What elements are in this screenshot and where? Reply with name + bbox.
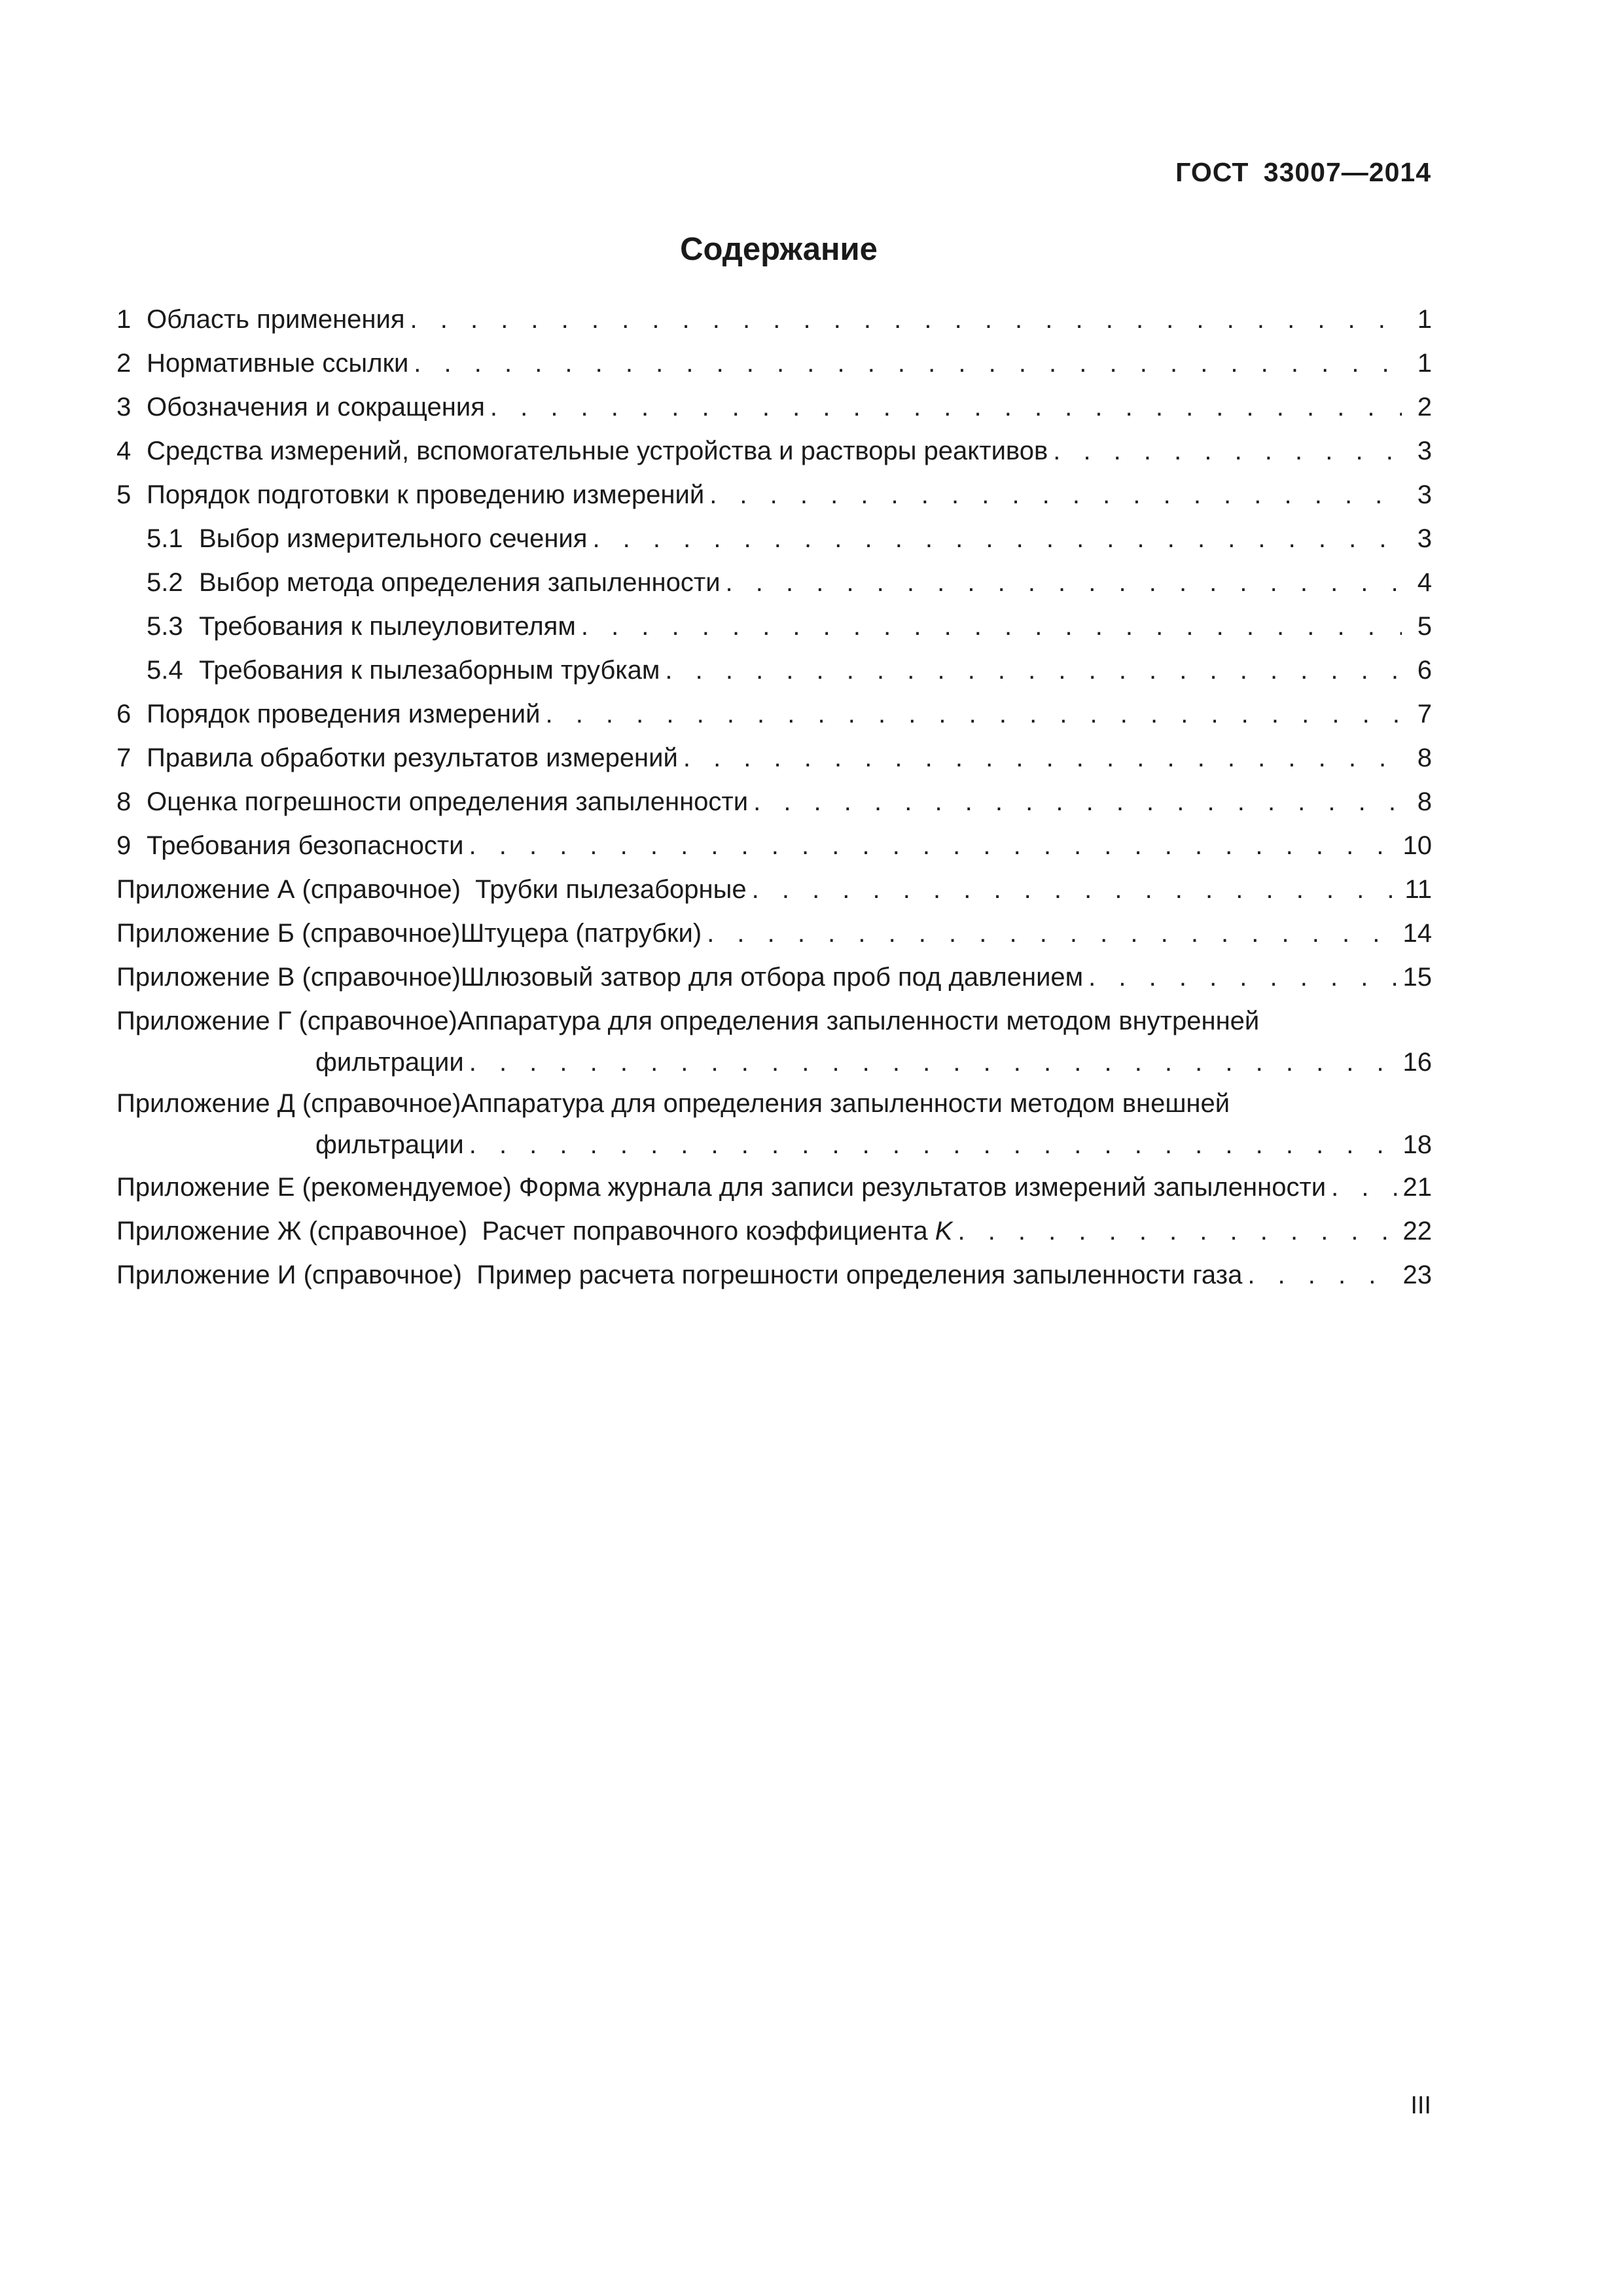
toc-entry-label: Оценка погрешности определения запыленности: [147, 787, 749, 816]
leader-dots: [1088, 956, 1399, 999]
toc-entry-6[interactable]: [116, 692, 1432, 736]
toc-entry-page: 15: [1402, 963, 1432, 992]
leader-dots: [957, 1210, 1399, 1253]
leader-dots: [1331, 1166, 1399, 1210]
toc-annex-label-line2-row: [116, 1042, 1432, 1083]
leader-dots: [1247, 1253, 1399, 1297]
toc-entry-label: Нормативные ссылки: [147, 349, 409, 378]
toc-entry-page: 1: [1417, 305, 1432, 334]
toc-entry-label: Требования безопасности: [147, 831, 464, 860]
toc-entry-page: 23: [1402, 1261, 1432, 1289]
toc-entry-5-4[interactable]: [116, 649, 1432, 692]
leader-dots: [707, 912, 1399, 956]
toc-entry-number: 3: [116, 393, 132, 422]
toc-annex-v[interactable]: [116, 956, 1432, 999]
toc-annex-label: [116, 1210, 952, 1253]
toc-entry-9[interactable]: [116, 824, 1432, 868]
leader-dots: [490, 386, 1402, 429]
toc-annex-label-line1: Приложение Д (справочное)Аппаратура для определения запыленности методом внешней: [116, 1089, 1230, 1118]
toc-annex-label-line1: Приложение Г (справочное)Аппаратура для определения запыленности методом внутренней: [116, 1007, 1260, 1035]
leader-dots: [469, 1124, 1399, 1166]
toc-entry-label: Порядок подготовки к проведению измерений: [147, 480, 705, 509]
toc-entry-page: 16: [1402, 1048, 1432, 1077]
toc-entry-page: 22: [1402, 1217, 1432, 1246]
leader-dots: [752, 868, 1401, 912]
toc-entry-number: 5.4: [147, 656, 183, 685]
toc-entry-label: Правила обработки результатов измерений: [147, 744, 678, 772]
toc-entry-page: 1: [1417, 349, 1432, 378]
leader-dots: [726, 561, 1402, 605]
toc-annex-b[interactable]: [116, 912, 1432, 956]
toc-entry-page: 7: [1417, 700, 1432, 728]
toc-annex-a[interactable]: [116, 868, 1432, 912]
toc-annex-e[interactable]: [116, 1166, 1432, 1210]
leader-dots: [1053, 429, 1402, 473]
toc-annex-label: Приложение Б (справочное)Штуцера (патрубки): [116, 919, 702, 948]
toc-annex-label-text: Приложение Ж (справочное) Расчет поправочного коэффициента: [116, 1217, 935, 1246]
toc-entry-3[interactable]: [116, 386, 1432, 429]
page-number: III: [1410, 2092, 1431, 2119]
toc-annex-label: Приложение А (справочное) Трубки пылезаборные: [116, 875, 747, 904]
toc-entry-page: 11: [1404, 875, 1432, 904]
toc-entry-page: 4: [1417, 568, 1432, 597]
leader-dots: [410, 298, 1402, 342]
leader-dots: [469, 824, 1399, 868]
toc-entry-page: 21: [1402, 1173, 1432, 1202]
toc-annex-label-line2: фильтрации: [315, 1048, 464, 1077]
toc-annex-zh[interactable]: [116, 1210, 1432, 1253]
table-of-contents: [116, 298, 1432, 1297]
toc-entry-number: 7: [116, 744, 132, 772]
toc-entry-page: 3: [1417, 480, 1432, 509]
toc-entry-page: 6: [1417, 656, 1432, 685]
toc-annex-label: Приложение В (справочное)Шлюзовый затвор для отбора проб под давлением: [116, 963, 1084, 992]
toc-annex-label-line2-row: [116, 1124, 1432, 1166]
toc-entry-4[interactable]: [116, 429, 1432, 473]
leader-dots: [469, 1042, 1399, 1083]
toc-entry-number: 9: [116, 831, 132, 860]
toc-annex-g[interactable]: [116, 1001, 1432, 1083]
toc-entry-number: 2: [116, 349, 132, 378]
toc-annex-d[interactable]: [116, 1083, 1432, 1166]
toc-entry-2[interactable]: [116, 342, 1432, 386]
toc-entry-label: Порядок проведения измерений: [147, 700, 541, 728]
toc-annex-label: Приложение Е (рекомендуемое) Форма журнала для записи результатов измерений запыленности: [116, 1173, 1327, 1202]
leader-dots: [545, 692, 1402, 736]
toc-entry-5[interactable]: [116, 473, 1432, 517]
toc-entry-page: 10: [1402, 831, 1432, 860]
toc-title: Содержание: [680, 232, 878, 267]
toc-entry-page: 3: [1417, 437, 1432, 465]
toc-annex-label: Приложение И (справочное) Пример расчета погрешности определения запыленности газа: [116, 1261, 1243, 1289]
toc-entry-number: 8: [116, 787, 132, 816]
leader-dots: [592, 517, 1402, 561]
toc-entry-page: 5: [1417, 612, 1432, 641]
toc-entry-label: Требования к пылеуловителям: [199, 612, 576, 641]
toc-entry-label: Требования к пылезаборным трубкам: [199, 656, 660, 685]
toc-annex-i[interactable]: [116, 1253, 1432, 1297]
toc-entry-number: 5.1: [147, 524, 183, 553]
toc-entry-number: 4: [116, 437, 132, 465]
toc-entry-number: 5.3: [147, 612, 183, 641]
toc-entry-page: 14: [1402, 919, 1432, 948]
toc-entry-label: Выбор измерительного сечения: [199, 524, 588, 553]
toc-entry-label: Область применения: [147, 305, 405, 334]
toc-entry-5-1[interactable]: [116, 517, 1432, 561]
toc-entry-label: Выбор метода определения запыленности: [199, 568, 721, 597]
toc-annex-label-line2: фильтрации: [315, 1130, 464, 1159]
toc-entry-label: Обозначения и сокращения: [147, 393, 485, 422]
leader-dots: [753, 780, 1402, 824]
leader-dots: [665, 649, 1402, 692]
toc-entry-number: 5.2: [147, 568, 183, 597]
document-code: ГОСТ 33007—2014: [1175, 157, 1431, 187]
toc-entry-page: 8: [1417, 787, 1432, 816]
toc-entry-5-3[interactable]: [116, 605, 1432, 649]
leader-dots: [683, 736, 1402, 780]
leader-dots: [581, 605, 1402, 649]
toc-entry-page: 18: [1402, 1130, 1432, 1159]
toc-entry-8[interactable]: [116, 780, 1432, 824]
toc-entry-7[interactable]: [116, 736, 1432, 780]
toc-entry-page: 3: [1417, 524, 1432, 553]
toc-entry-number: 5: [116, 480, 132, 509]
toc-entry-label: Средства измерений, вспомогательные устройства и растворы реактивов: [147, 437, 1048, 465]
toc-entry-number: 6: [116, 700, 132, 728]
toc-entry-page: 8: [1417, 744, 1432, 772]
coefficient-symbol: K: [935, 1217, 953, 1246]
toc-entry-page: 2: [1417, 393, 1432, 422]
toc-entry-number: 1: [116, 305, 132, 334]
toc-entry-5-2[interactable]: [116, 561, 1432, 605]
leader-dots: [414, 342, 1402, 386]
toc-entry-1[interactable]: [116, 298, 1432, 342]
leader-dots: [709, 473, 1402, 517]
